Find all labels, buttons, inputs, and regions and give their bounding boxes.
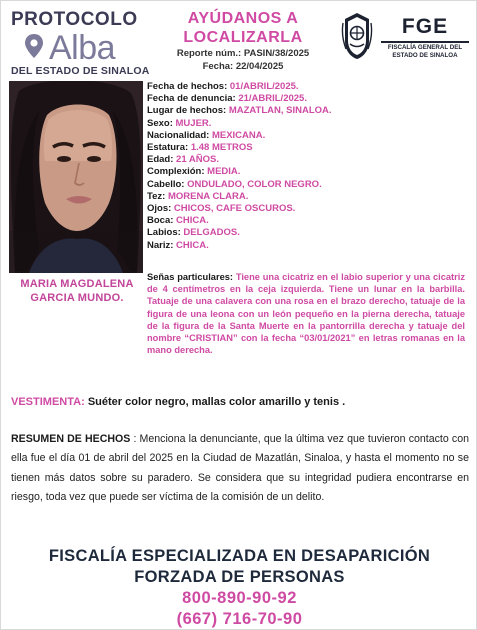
distinguishing-marks-label: Señas particulares: — [147, 272, 234, 282]
person-details — [147, 81, 473, 252]
detail-label: Fecha de denuncia: — [147, 93, 236, 105]
logo-alba-text: Alba — [49, 29, 116, 67]
detail-value: 1.48 METROS — [190, 142, 253, 154]
detail-label: Complexión: — [147, 166, 205, 178]
detail-row-estatura — [147, 142, 473, 154]
detail-value: MEXICANA. — [211, 129, 266, 141]
detail-value: CHICOS, CAFE OSCUROS. — [173, 203, 296, 215]
detail-row-fecha-hechos — [147, 81, 473, 93]
location-pin-icon — [23, 33, 45, 59]
report-number: Reporte núm.: PASIN/38/2025 — [176, 48, 310, 59]
person-name — [7, 277, 147, 305]
report-date: Fecha: 22/04/2025 — [202, 61, 284, 72]
detail-value: MEDIA. — [207, 166, 241, 178]
detail-row-cabello — [147, 179, 473, 191]
contact-footer — [1, 546, 477, 630]
report-heading — [163, 9, 323, 73]
distinguishing-marks-text: Tiene una cicatriz en el labio superior y una cicatriz de 4 centímetros en la ceja izquierda. Tiene un lunar en la barbilla. Tatuaje de una calavera con una rosa en el brazo derecho, tatuaje de la figura de una leona con un león pequeño en la pierna derecha, tatuaje de la figura de la Santa Muerte en la pantorrilla derecha y tatuaje del nombre “CRISTIAN” con la fecha “03/01/2021” en letras romanas en la mano derecha. — [147, 272, 465, 356]
summary-label: RESUMEN DE HECHOS — [11, 433, 131, 445]
person-name-line2: GARCIA MUNDO. — [30, 292, 124, 304]
fge-logo — [341, 11, 471, 71]
detail-value: CHICA. — [176, 239, 209, 251]
detail-row-ojos — [147, 203, 473, 215]
footer-agency-line1: FISCALÍA ESPECIALIZADA EN DESAPARICIÓN — [48, 547, 431, 565]
logo-protocolo-text: PROTOCOLO — [11, 9, 138, 30]
detail-value: 21 AÑOS. — [176, 154, 219, 166]
help-heading-line1: AYÚDANOS A — [187, 10, 299, 27]
fge-divider — [381, 41, 469, 43]
detail-label: Sexo: — [147, 117, 173, 129]
detail-value: 21/ABRIL/2025. — [238, 93, 307, 105]
detail-row-nacionalidad — [147, 130, 473, 142]
detail-value: MORENA CLARA. — [167, 190, 249, 202]
detail-row-edad — [147, 154, 473, 166]
detail-label: Ojos: — [147, 203, 172, 215]
detail-row-lugar — [147, 105, 473, 117]
sinaloa-seal-icon — [341, 11, 373, 61]
detail-value: CHICA. — [176, 215, 209, 227]
summary: RESUMEN DE HECHOS : Menciona la denunciante, que la última vez que tuvieron contacto con ella fue el día 01 de abril del 2025 en la Ciudad de Mazatlán, Sinaloa, y hasta el momento no se tienen más datos sobre su paradero. Se considera que su integridad pudiera encontrarse en riesgo, toda vez que puede ser víctima de la comisión de un delito. — [11, 433, 469, 504]
footer-phone-2[interactable]: (667) 716-70-90 — [176, 610, 303, 628]
fge-full-name — [379, 44, 471, 59]
detail-label: Cabello: — [147, 178, 185, 190]
logo-state-text: DEL ESTADO DE SINALOA — [11, 65, 150, 77]
fge-name-line2: ESTADO DE SINALOA — [392, 51, 458, 59]
distinguishing-marks — [147, 271, 465, 356]
fge-name-line1: FISCALÍA GENERAL DEL — [387, 44, 463, 51]
detail-label: Labios: — [147, 227, 181, 239]
detail-row-complexion — [147, 166, 473, 178]
detail-value: MUJER. — [175, 117, 212, 129]
detail-row-nariz — [147, 240, 473, 252]
help-heading-line2: LOCALIZARLA — [183, 29, 303, 46]
person-name-line1: MARIA MAGDALENA — [20, 278, 134, 290]
detail-row-fecha-denuncia — [147, 93, 473, 105]
detail-row-sexo — [147, 118, 473, 130]
detail-label: Boca: — [147, 215, 174, 227]
detail-value: MAZATLAN, SINALOA. — [228, 105, 332, 117]
detail-row-labios — [147, 227, 473, 239]
detail-row-tez — [147, 191, 473, 203]
detail-label: Tez: — [147, 190, 166, 202]
protocolo-alba-logo — [11, 9, 161, 79]
fge-acronym: FGE — [401, 15, 449, 38]
detail-label: Fecha de hechos: — [147, 81, 228, 92]
person-photo — [9, 81, 143, 273]
detail-label: Edad: — [147, 154, 174, 166]
detail-row-boca — [147, 215, 473, 227]
detail-value: 01/ABRIL/2025. — [229, 81, 299, 92]
detail-label: Nacionalidad: — [147, 129, 210, 141]
footer-phone-1[interactable]: 800-890-90-92 — [182, 589, 297, 607]
footer-agency-line2: FORZADA DE PERSONAS — [134, 568, 345, 586]
detail-label: Estatura: — [147, 142, 189, 154]
detail-value: DELGADOS. — [183, 227, 240, 239]
detail-label: Nariz: — [147, 239, 174, 251]
clothing-text: Suéter color negro, mallas color amarillo y tenis . — [87, 396, 346, 408]
clothing: VESTIMENTA: Suéter color negro, mallas color amarillo y tenis . — [11, 396, 346, 408]
clothing-label: VESTIMENTA — [11, 396, 82, 408]
summary-text: Menciona la denunciante, que la última vez que tuvieron contacto con ella fue el día 01 de abril del 2025 en la Ciudad de Mazatlán, Sinaloa, y hasta el momento no se tienen más datos sobre su paradero. Se considera que su integridad pudiera encontrarse en riesgo, toda vez que puede ser víctima de la comisión de un delito. — [11, 433, 469, 504]
fge-name-box — [379, 15, 471, 61]
detail-value: ONDULADO, COLOR NEGRO. — [187, 178, 322, 190]
detail-label: Lugar de hechos: — [147, 105, 227, 117]
